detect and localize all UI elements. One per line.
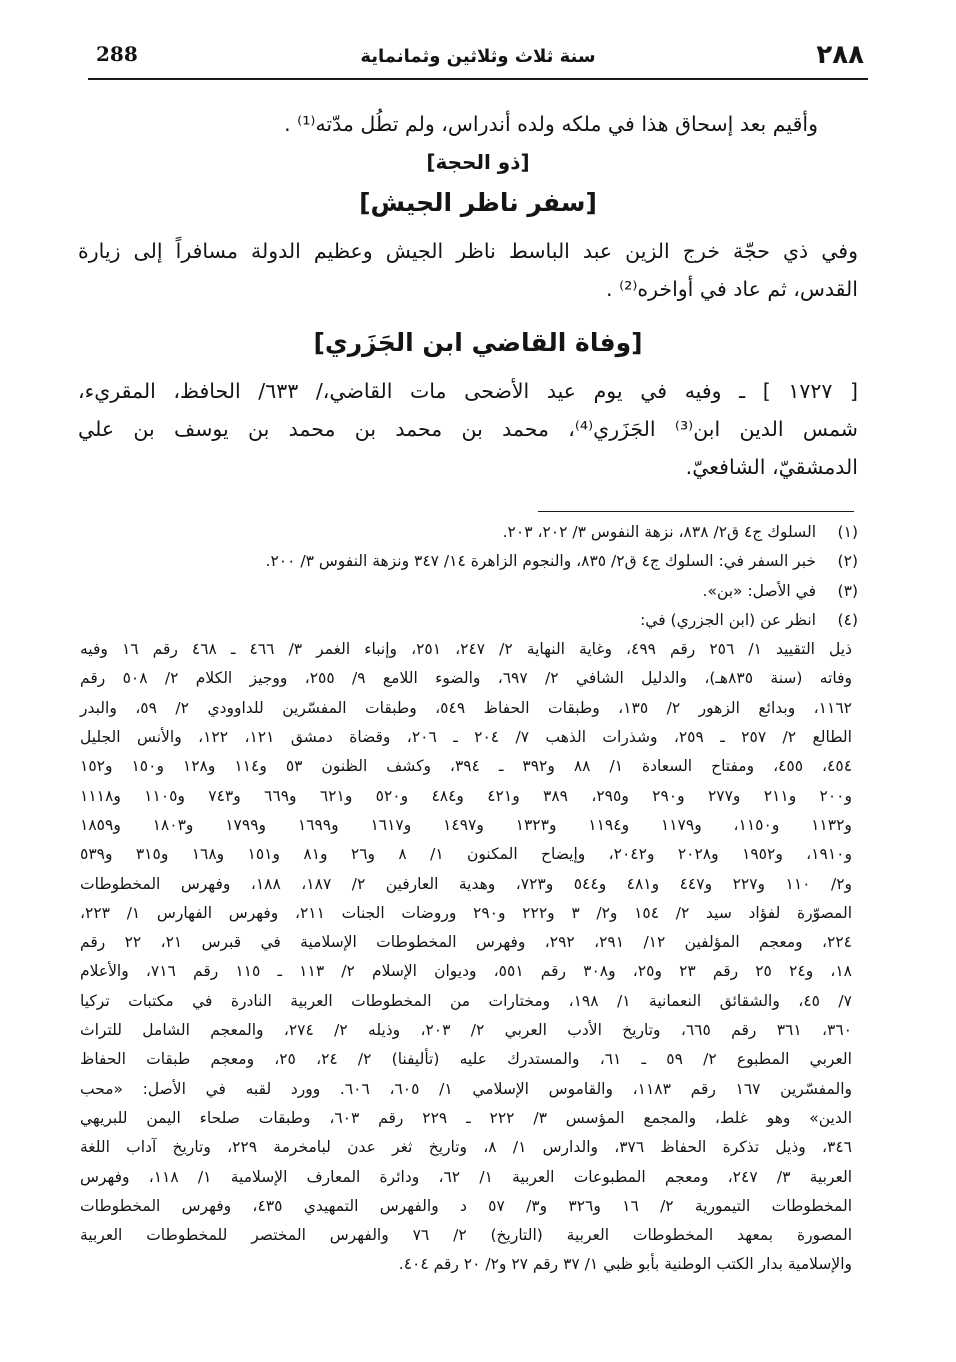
footnote-line: العربية ٣/ ٢٤٧، ومعجم المطبوعات العربية ١/ ٦٢، ودائرة المعارف الإسلامية ١/ ١١٨، وفهرس bbox=[80, 1167, 853, 1186]
footnote-line: و٢/ ١١٠ و٢٢٧ و٤٤٧ و٤٨١ و٥٤٤ و٧٢٣، وهدية العارفين ٢/ ١٨٧، ١٨٨، وفهرس المخطوطات bbox=[80, 874, 853, 893]
text-line: وفي ذي حجّة خرج الزين عبد الباسط ناظر الجيش وعظيم الدولة مسافراً إلى زيارة bbox=[78, 239, 858, 263]
footnote-2 bbox=[78, 547, 858, 576]
text-line: [ ١٧٢٧ ] ـ وفيه في يوم عيد الأضحى مات القاضي،/ ٦٣٣/ الحافظ، المقريء، bbox=[78, 379, 859, 403]
heading-dhu-al-hijja: [ذو الحجة] bbox=[426, 150, 530, 174]
footnote-line: والإسلامية بدار الكتب الوطنية بأبو ظبي ١/ ٣٧ رقم ٢٧ و٢/ ٢٠ رقم ٤٠٤. bbox=[398, 1255, 852, 1274]
footnote-line: وفاته (سنة ٨٣٥هـ)، والدليل الشافي ٢/ ٦٩٧، والضوء اللامع ٩/ ٢٥٥، ووجيز الكلام ٢/ ٥٠٨ رقم bbox=[80, 669, 853, 688]
opening-paragraph bbox=[78, 105, 858, 143]
footnote-line: ١٨، و٢٤ ٢٥ رقم ٢٣ و٢٥، و٣٠٨ رقم ٥٥١، وديوان الإسلام ٢/ ١١٣ ـ ١١٥ رقم ٧١٦، والأعلام bbox=[80, 962, 852, 981]
footnote-line: والمفسّرين ١٦٧ رقم ١١٨٣، والقاموس الإسلامي ١/ ٦٠٥، ٦٠٦. وورد لقبه في الأصل: «محب bbox=[80, 1079, 852, 1098]
footnote-line: ٣٤٦، وذيل تذكرة الحفاظ ٣٧٦، والدارس ١/ ٨، وتاريخ ثغر عدن لبامخرمة ٢٢٩، وتاريخ آداب اللغة bbox=[80, 1138, 852, 1157]
travel-paragraph bbox=[78, 232, 858, 308]
footnote-line: ٣٦٠، ٣٦١ رقم ٦٦٥، وتاريخ الأدب العربي ٢/ ٢٠٣، وذيله ٢/ ٢٧٤، والمعجم الشامل للتراث bbox=[80, 1021, 852, 1040]
footnote-line: ١١٦٢، وبدائع الزهور ٢/ ١٣٥، وطبقات الحفاظ ٥٤٩، وطبقات المفسّرين للداوودي ٢/ ٥٩، والبدر bbox=[80, 698, 852, 717]
footnote-line: الدين» وهو غلط، والمجمع المؤسس ٣/ ٢٢٢ ـ ٢٢٩ رقم ٦٠٣، وطبقات صلحاء اليمن للبريهي bbox=[80, 1108, 853, 1127]
footnote-number: (٤) bbox=[837, 610, 858, 629]
footnote-text: السلوك ج٤ ق٢/ ٨٣٨، نزهة النفوس ٣/ ٢٠٢، ٢٠٣. bbox=[502, 523, 816, 541]
footnote-number: (٣) bbox=[837, 581, 858, 600]
footnote-number: (٢) bbox=[837, 552, 858, 571]
footnote-line: ذيل التقييد ١/ ٢٥٦ رقم ٤٩٩، وغاية النهاية ٢/ ٢٤٧، ٢٥١، وإنباء الغمر ٣/ ٤٦٦ ـ ٤٦٨ رقم ١٦ وفيه bbox=[80, 640, 852, 659]
footnote-line: المصوّرة لفؤاد سيد ٢/ ١٥٤ و٢/ ٣ و٢٢٢ و٢٩٠ وروضات الجنات ٢١١، وفهرس الفهارس ١/ ٢٢٣، bbox=[80, 903, 853, 922]
heading-travel: [سفر ناظر الجيش] bbox=[359, 188, 597, 217]
footnote-line: و١٩١٠، و١٩٥٢ و٢٠٢٨ و٢٠٤٢، وإيضاح المكنون ١/ ٨ و٢٦ و٨١ و١٥١ و١٦٨ و٣١٥ و٥٣٩ bbox=[80, 845, 852, 864]
text-line: القدس، ثم عاد في أواخره⁽²⁾ . bbox=[606, 277, 858, 301]
page-header bbox=[88, 38, 868, 80]
footnote-divider bbox=[538, 511, 854, 512]
footnote-line: المخطوطات التيمورية ٢/ ١٦ و٣٢٦ و٣/ ٥٧ د والفهرس التمهيدي ٤٣٥، وفهرس المخطوطات bbox=[80, 1196, 852, 1215]
entry-paragraph bbox=[78, 372, 858, 486]
footnote-line: و١١٣٢ و١١٥٠، و١١٧٩ و١١٩٤ و١٣٢٣ و١٤٩٧ و١٦١٧ و١٦٩٩ و١٧٩٩ و١٨٠٣ و١٨٥٩ bbox=[80, 815, 852, 834]
footnote-line: المصورة بمعهد المخطوطات العربية (التاريخ) ٢/ ٧٦ والفهرس المختصر للمخطوطات العربية bbox=[80, 1226, 852, 1245]
running-title: سنة ثلاث وثلاثين وثمانماية bbox=[360, 46, 596, 67]
footnote-text: خبر السفر في: السلوك ج٤ ق٢/ ٨٣٥، والنجوم الزاهرة ١٤/ ٣٤٧ ونزهة النفوس ٣/ ٢٠٠. bbox=[265, 552, 816, 571]
footnote-line: ٤٥٤، ٤٥٥، ومفتاح السعادة ١/ ٨٨ و٣٩٢ ـ ٣٩٤، وكشف الظنون ٥٣ و١١٤ و١٢٨ و١٥٠ و١٥٢ bbox=[80, 757, 853, 776]
text-line: وأقيم بعد إسحاق هذا في ملكه ولده أندراس، ولم تطُل مدّته⁽¹⁾ . bbox=[284, 112, 818, 136]
footnotes bbox=[78, 518, 858, 1280]
footnote-line: الطالع ٢/ ٢٥٧ ـ ٢٥٩، وشذرات الذهب ٧/ ٢٠٤ ـ ٢٠٦، وقضاة دمشق ١٢١، ١٢٢، والأنس الجليل bbox=[80, 728, 852, 747]
footnote-text: في الأصل: «بن». bbox=[702, 581, 816, 600]
footnote-1 bbox=[78, 518, 858, 547]
page-number-arabic: ٢٨٨ bbox=[816, 40, 864, 70]
footnote-3 bbox=[78, 577, 858, 606]
page-number-latin: 288 bbox=[96, 42, 138, 66]
footnote-number: (١) bbox=[837, 523, 858, 541]
text-line: شمس الدين ابن⁽³⁾ الجَزَري⁽⁴⁾، محمد بن محمد بن محمد بن يوسف بن علي bbox=[78, 417, 858, 441]
footnote-line: العربي المطبوع ٢/ ٥٩ ـ ٦١، والمستدرك عليه (تأليفنا) ٢/ ٢٤، ٢٥، ومعجم طبقات الحفاظ bbox=[80, 1050, 852, 1069]
footnote-text: انظر عن (ابن الجزري) في: bbox=[640, 610, 816, 629]
footnote-4 bbox=[78, 606, 858, 635]
footnote-line: ٢٢٤، ومعجم المؤلفين ١٢/ ٢٩١، ٢٩٢، وفهرس المخطوطات الإسلامية في قبرس ٢١، ٢٢ رقم bbox=[80, 933, 852, 952]
footnote-line: ٧/ ٤٥، والشقائق النعمانية ١/ ١٩٨، ومختارات من المخطوطات العربية النادرة في مكتبات تركيا bbox=[80, 991, 852, 1010]
footnote-4-sources bbox=[78, 635, 858, 1280]
text-line: الدمشقيّ، الشافعيّ. bbox=[685, 455, 858, 479]
footnote-line: و٢٠٠ و٢١١ و٢٧٧ و٢٩٠ و٢٩٥، ٣٨٩ و٤٢١ و٤٨٤ و٥٢٠ و٦٢١ و٦٦٩ و٧٤٣ و١١٠٥ و١١١٨ bbox=[80, 786, 853, 805]
heading-death-notice: [وفاة القاضي ابن الجَزَري] bbox=[313, 328, 643, 357]
